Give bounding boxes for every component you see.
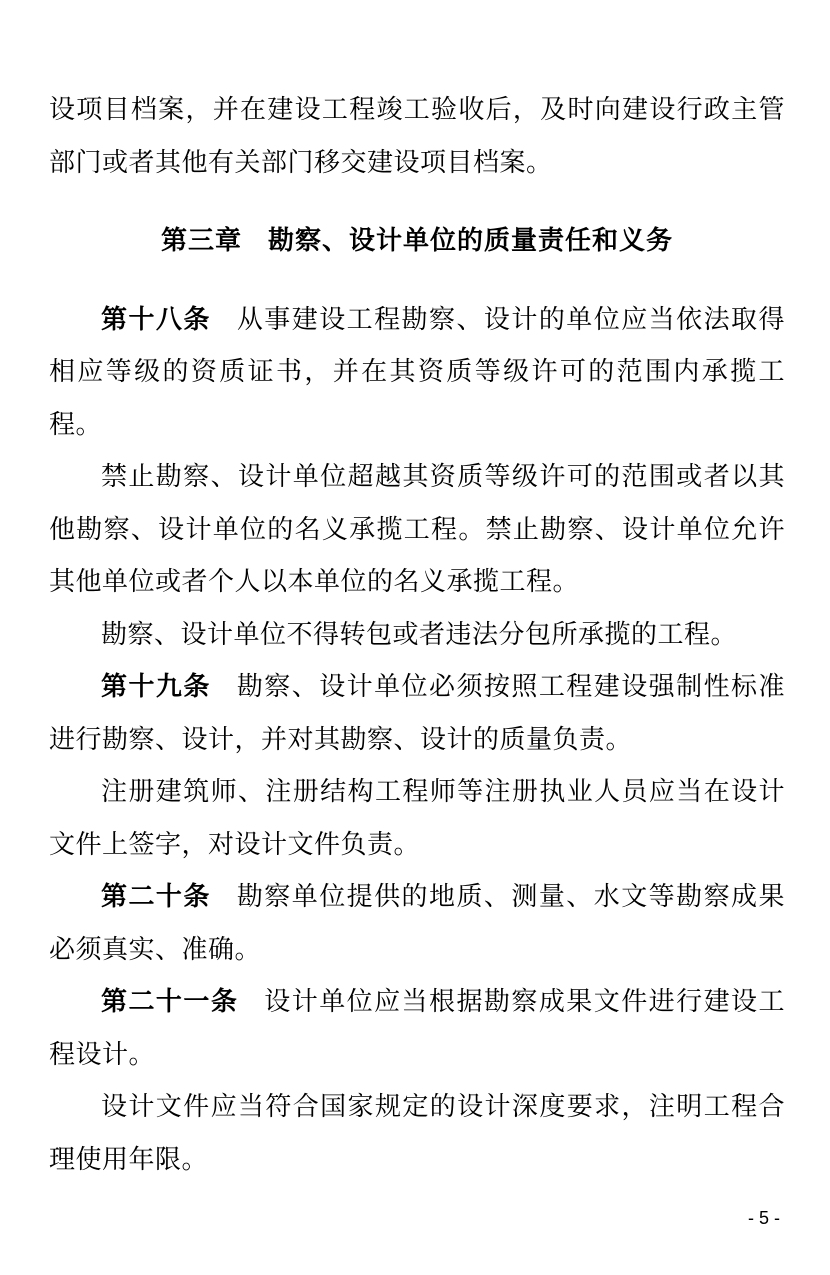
article-title: 第二十一条 (101, 987, 239, 1017)
article-paragraph: 勘察、设计单位不得转包或者违法分包所承揽的工程。 (101, 619, 738, 650)
article-title: 第十九条 (101, 672, 211, 702)
article-text: 勘察、设计单位必须按照工程建设强制性标准进行勘察、设计，并对其勘察、设计的质量负责。 (49, 672, 785, 755)
article-20 (49, 871, 785, 976)
article-paragraph: 禁止勘察、设计单位超越其资质等级许可的范围或者以其他勘察、设计单位的名义承揽工程。禁止勘察、设计单位允许其他单位或者个人以本单位的名义承揽工程。 (49, 462, 785, 597)
article-19 (49, 661, 785, 766)
article-text: 从事建设工程勘察、设计的单位应当依法取得相应等级的资质证书，并在其资质等级许可的范围内承揽工程。 (49, 304, 785, 440)
chapter-number: 第三章 (160, 226, 242, 256)
chapter-heading (49, 215, 785, 268)
article-text: 勘察单位提供的地质、测量、水文等勘察成果必须真实、准确。 (49, 882, 785, 965)
article-text: 设计单位应当根据勘察成果文件进行建设工程设计。 (49, 987, 785, 1070)
article-paragraph: 设计文件应当符合国家规定的设计深度要求，注明工程合理使用年限。 (49, 1092, 785, 1175)
article-title: 第十八条 (101, 304, 211, 335)
article-paragraph: 注册建筑师、注册结构工程师等注册执业人员应当在设计文件上签字，对设计文件负责。 (49, 777, 785, 860)
continuation-paragraph: 设项目档案，并在建设工程竣工验收后，及时向建设行政主管部门或者其他有关部门移交建设项目档案。 (49, 95, 785, 178)
document-page (49, 84, 785, 1186)
page-number: - 5 - (748, 1208, 781, 1228)
article-18 (49, 294, 785, 452)
chapter-title: 勘察、设计单位的质量责任和义务 (268, 226, 674, 256)
article-title: 第二十条 (101, 882, 211, 912)
article-21 (49, 976, 785, 1081)
